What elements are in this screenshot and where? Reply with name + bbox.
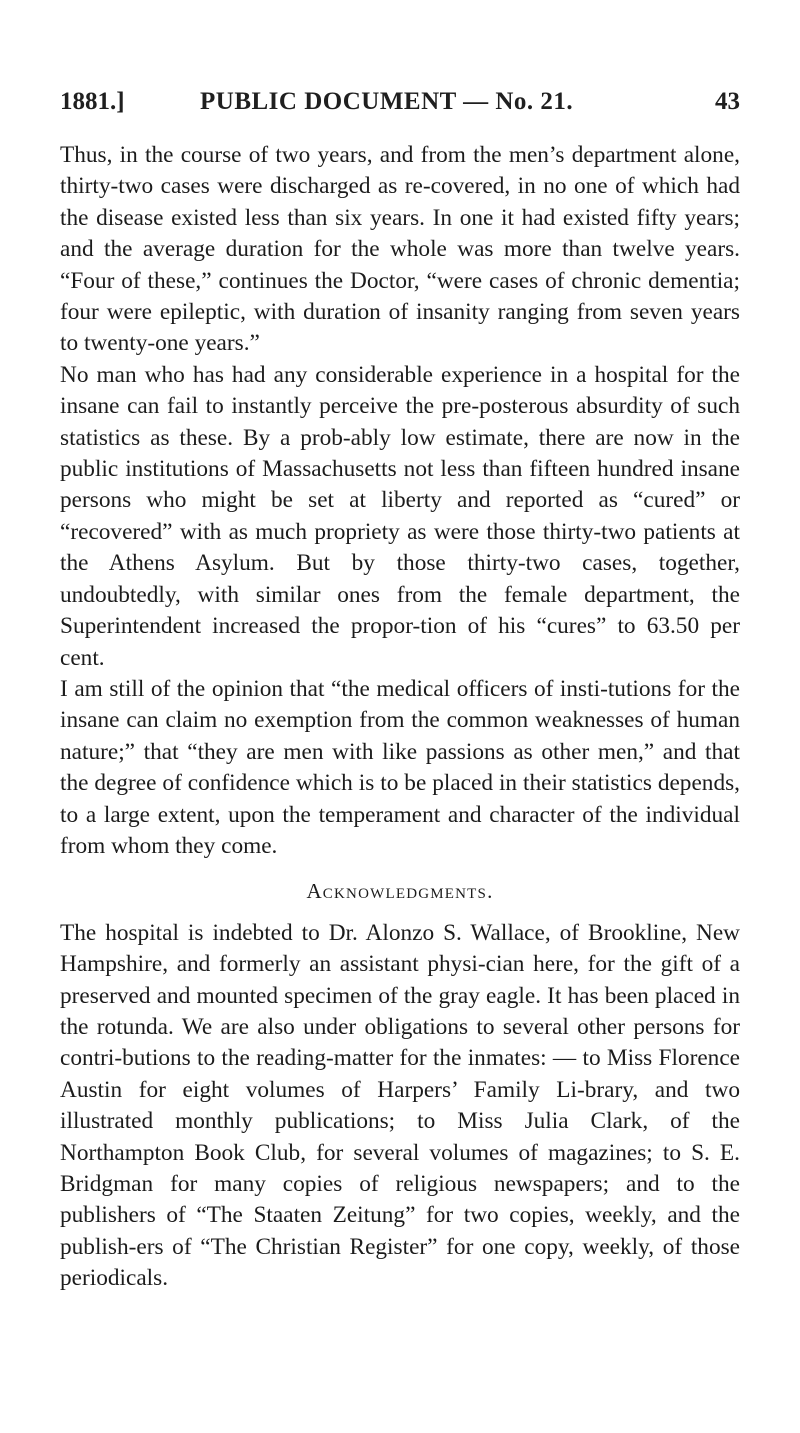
paragraph-acknowledgments: The hospital is indebted to Dr. Alonzo S. Wallace, of Brookline, New Hampshire, and formerly an assistant physi-cian here, for the gift of a preserved and mounted specimen of the gray eagle. It has been placed in the rotunda. We are also under obligations to several other persons for contri-butions to the reading-matter for the inmates: — to Miss Florence Austin for eight volumes of Harpers’ Family Li-brary, and two illustrated monthly publications; to Miss Julia Clark, of the Northampton Book Club, for several volumes of magazines; to S. E. Bridgman for many copies of religious newspapers; and to the publishers of “The Staaten Zeitung” for two copies, weekly, and the publish-ers of “The Christian Register” for one copy, weekly, of those periodicals. <box>60 919 740 1292</box>
header-year: 1881.] <box>60 88 125 115</box>
running-head <box>60 88 740 128</box>
header-title: PUBLIC DOCUMENT — No. 21. <box>200 88 574 115</box>
body-text <box>60 140 740 1295</box>
section-heading: Acknowledgments. <box>306 879 494 904</box>
paragraph-opinion: I am still of the opinion that “the medical officers of insti-tutions for the insane can claim no exemption from the common weaknesses of human nature;” that “they are men with like passions as other men,” and that the degree of confidence which is to be placed in their statistics depends, to a large extent, upon the temperament and character of the individual from whom they come. <box>60 675 740 859</box>
document-page <box>60 88 740 1295</box>
paragraph-absurdity: No man who has had any considerable experience in a hospital for the insane can fail to instantly perceive the pre-posterous absurdity of such statistics as these. By a prob-ably low estimate, there are now in the public institutions of Massachusetts not less than fifteen hundred insane persons who might be set at liberty and reported as “cured” or “recovered” with as much propriety as were those thirty-two patients at the Athens Asylum. But by those thirty-two cases, together, undoubtedly, with similar ones from the female department, the Superintendent increased the propor-tion of his “cures” to 63.50 per cent. <box>60 361 740 671</box>
page-number: 43 <box>715 88 740 115</box>
paragraph-statistics: Thus, in the course of two years, and from the men’s department alone, thirty-two cases were discharged as re-covered, in no one of which had the disease existed less than six years. In one it had existed fifty years; and the average duration for the whole was more than twelve years. “Four of these,” continues the Doctor, “were cases of chronic dementia; four were epileptic, with duration of insanity ranging from seven years to twenty-one years.” <box>60 142 740 357</box>
